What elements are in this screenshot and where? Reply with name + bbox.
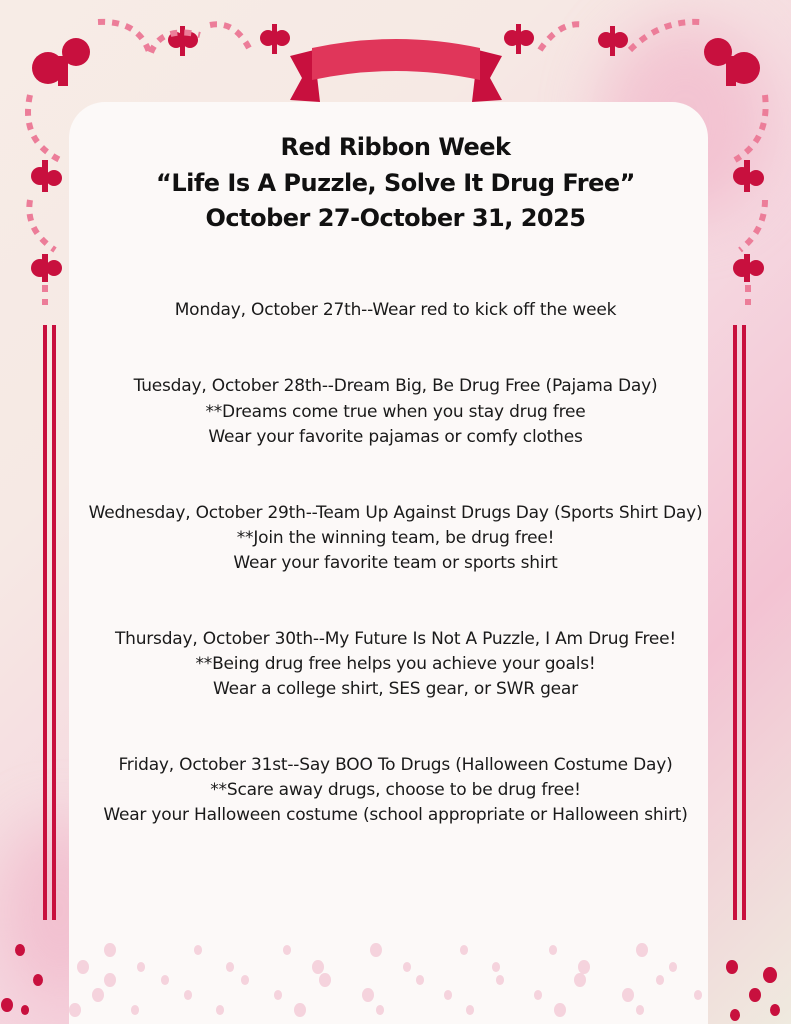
bow-icon xyxy=(598,26,628,56)
dot xyxy=(319,973,331,987)
tuesday-dress: Wear your favorite pajamas or comfy clothes xyxy=(208,427,583,447)
dot xyxy=(403,962,411,972)
dot xyxy=(137,962,145,972)
dot xyxy=(241,975,249,985)
dot xyxy=(1,998,13,1012)
dot xyxy=(21,1005,29,1015)
dot xyxy=(534,990,542,1000)
dot xyxy=(194,945,202,955)
thursday-dress: Wear a college shirt, SES gear, or SWR gear xyxy=(213,679,578,699)
dot xyxy=(69,1003,81,1017)
dot xyxy=(656,975,664,985)
dot xyxy=(312,960,324,974)
dot xyxy=(216,1005,224,1015)
flyer-dates: October 27-October 31, 2025 xyxy=(205,204,586,232)
dot xyxy=(104,943,116,957)
dot xyxy=(763,967,777,984)
dot xyxy=(636,1005,644,1015)
dot xyxy=(549,945,557,955)
thursday-line: Thursday, October 30th--My Future Is Not A Puzzle, I Am Drug Free! xyxy=(114,629,677,649)
tuesday-line: Tuesday, October 28th--Dream Big, Be Drug Free (Pajama Day) xyxy=(133,376,658,396)
dot xyxy=(770,1004,780,1016)
dot xyxy=(554,1003,566,1017)
bow-icon xyxy=(32,38,90,86)
bow-icon xyxy=(704,38,760,86)
dot xyxy=(362,988,374,1002)
dot xyxy=(749,988,761,1002)
ribbon-banner xyxy=(290,36,502,102)
dot xyxy=(77,960,89,974)
dot xyxy=(33,974,43,986)
dot xyxy=(104,973,116,987)
dot xyxy=(669,962,677,972)
dot xyxy=(294,1003,306,1017)
thursday-note: **Being drug free helps you achieve your goals! xyxy=(195,654,596,674)
dot xyxy=(694,990,702,1000)
wednesday-dress: Wear your favorite team or sports shirt xyxy=(233,553,558,573)
wednesday-note: **Join the winning team, be drug free! xyxy=(236,528,555,548)
dot xyxy=(730,1009,740,1021)
friday-line: Friday, October 31st--Say BOO To Drugs (Halloween Costume Day) xyxy=(118,755,673,775)
monday-line: Monday, October 27th--Wear red to kick off the week xyxy=(174,300,617,320)
tuesday-note: **Dreams come true when you stay drug free xyxy=(205,402,586,422)
dot xyxy=(161,975,169,985)
dot xyxy=(15,944,25,956)
dot xyxy=(416,975,424,985)
dot xyxy=(496,975,504,985)
dot xyxy=(283,945,291,955)
dot xyxy=(574,973,586,987)
dot xyxy=(370,943,382,957)
bow-icon xyxy=(260,24,290,54)
dot xyxy=(444,990,452,1000)
dot xyxy=(636,943,648,957)
friday-dress: Wear your Halloween costume (school appropriate or Halloween shirt) xyxy=(103,805,688,825)
dot xyxy=(466,1005,474,1015)
dot xyxy=(226,962,234,972)
dot xyxy=(184,990,192,1000)
flyer-theme: “Life Is A Puzzle, Solve It Drug Free” xyxy=(156,169,635,197)
bow-icon xyxy=(31,254,62,282)
dot xyxy=(376,1005,384,1015)
flyer-title: Red Ribbon Week xyxy=(280,133,511,161)
dot xyxy=(460,945,468,955)
dot xyxy=(726,960,738,974)
bow-icon xyxy=(504,24,534,54)
dot xyxy=(622,988,634,1002)
dot xyxy=(492,962,500,972)
bow-icon xyxy=(733,254,764,282)
friday-note: **Scare away drugs, choose to be drug free! xyxy=(210,780,581,800)
wednesday-line: Wednesday, October 29th--Team Up Against Drugs Day (Sports Shirt Day) xyxy=(88,503,703,523)
dot xyxy=(92,988,104,1002)
dot xyxy=(131,1005,139,1015)
dot xyxy=(274,990,282,1000)
